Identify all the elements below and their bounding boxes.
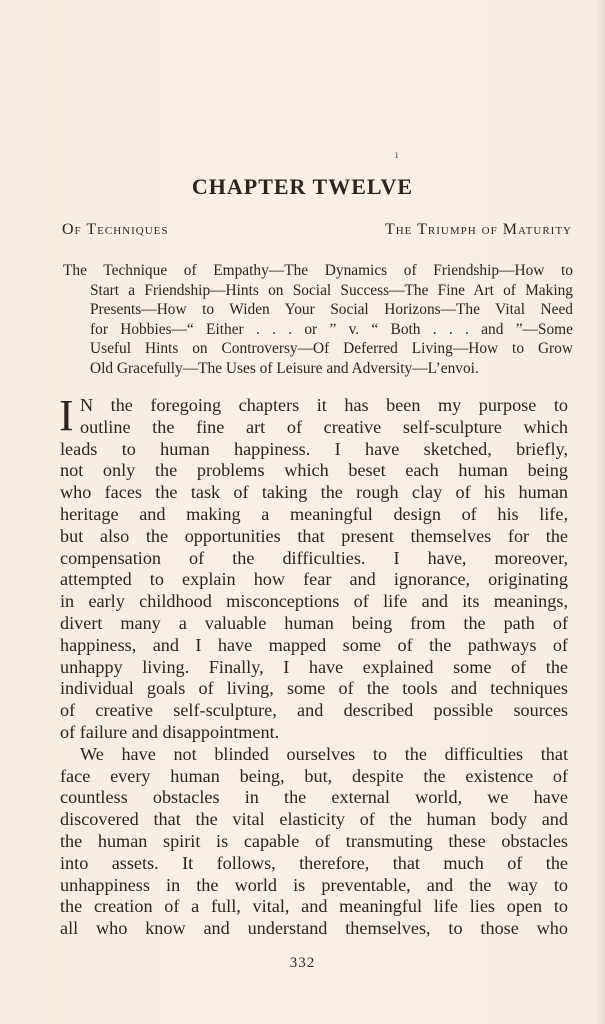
body-line: the human spirit is capable of transmuting these obstacles — [60, 830, 568, 851]
body-line: outline the fine art of creative self-sculpture which — [80, 416, 568, 437]
chapter-title: CHAPTER TWELVE — [191, 174, 414, 199]
body-line: who faces the task of taking the rough clay of his human — [60, 482, 568, 503]
body-line: happiness, and I have mapped some of the pathways of — [60, 634, 568, 655]
body-line: face every human being, but, despite the existence of — [60, 765, 568, 786]
body-line: of creative self-sculpture, and described possible sources — [60, 700, 568, 721]
body-line: N the foregoing chapters it has been my purpose to — [80, 395, 568, 415]
running-head-left: Of Techniques — [62, 221, 169, 238]
body-line: attempted to explain how fear and ignorance, originating — [60, 569, 568, 590]
body-line: unhappiness in the world is preventable, and the way to — [60, 874, 568, 895]
body-line: compensation of the difficulties. I have, moreover, — [60, 547, 568, 568]
drop-cap: I — [59, 391, 74, 440]
synopsis-line: Old Gracefully—The Uses of Leisure and Adversity—L’envoi. — [90, 359, 479, 377]
synopsis-line: Start a Friendship—Hints on Social Success—The Fine Art of Making — [90, 281, 573, 299]
chapter-synopsis — [63, 261, 573, 379]
body-line: countless obstacles in the external world, we have — [60, 787, 568, 808]
printer-mark: ı — [395, 150, 399, 161]
synopsis-line: for Hobbies—“ Either . . . or ” v. “ Both . . . and ”—Some — [90, 320, 573, 338]
body-text — [59, 391, 568, 940]
page-number: 332 — [289, 955, 316, 971]
synopsis-line: The Technique of Empathy—The Dynamics of Friendship—How to — [63, 262, 573, 279]
synopsis-line: Useful Hints on Controversy—Of Deferred Living—How to Grow — [90, 340, 573, 358]
body-line: in early childhood misconceptions of life and its meanings, — [60, 591, 568, 612]
body-line: leads to human happiness. I have sketched, briefly, — [60, 438, 568, 459]
body-line: not only the problems which beset each human being — [60, 460, 568, 481]
body-line: of failure and disappointment. — [60, 721, 280, 742]
body-line: the creation of a full, vital, and meaningful life lies open to — [60, 896, 568, 917]
body-line: all who know and understand themselves, to those who — [60, 918, 568, 939]
running-head-right: The Triumph of Maturity — [384, 221, 572, 238]
body-line: heritage and making a meaningful design of his life, — [60, 503, 568, 524]
body-line: but also the opportunities that present themselves for the — [60, 525, 568, 546]
body-line: unhappy living. Finally, I have explained some of the — [60, 656, 568, 677]
synopsis-line: Presents—How to Widen Your Social Horizons—The Vital Need — [90, 301, 573, 319]
body-line: divert many a valuable human being from the path of — [60, 612, 568, 633]
body-line: into assets. It follows, therefore, that much of the — [60, 852, 568, 873]
page-gutter-shadow — [595, 0, 605, 1024]
body-line: discovered that the vital elasticity of the human body and — [60, 809, 568, 830]
body-line: individual goals of living, some of the tools and techniques — [60, 678, 568, 699]
body-line: We have not blinded ourselves to the difficulties that — [80, 743, 568, 764]
